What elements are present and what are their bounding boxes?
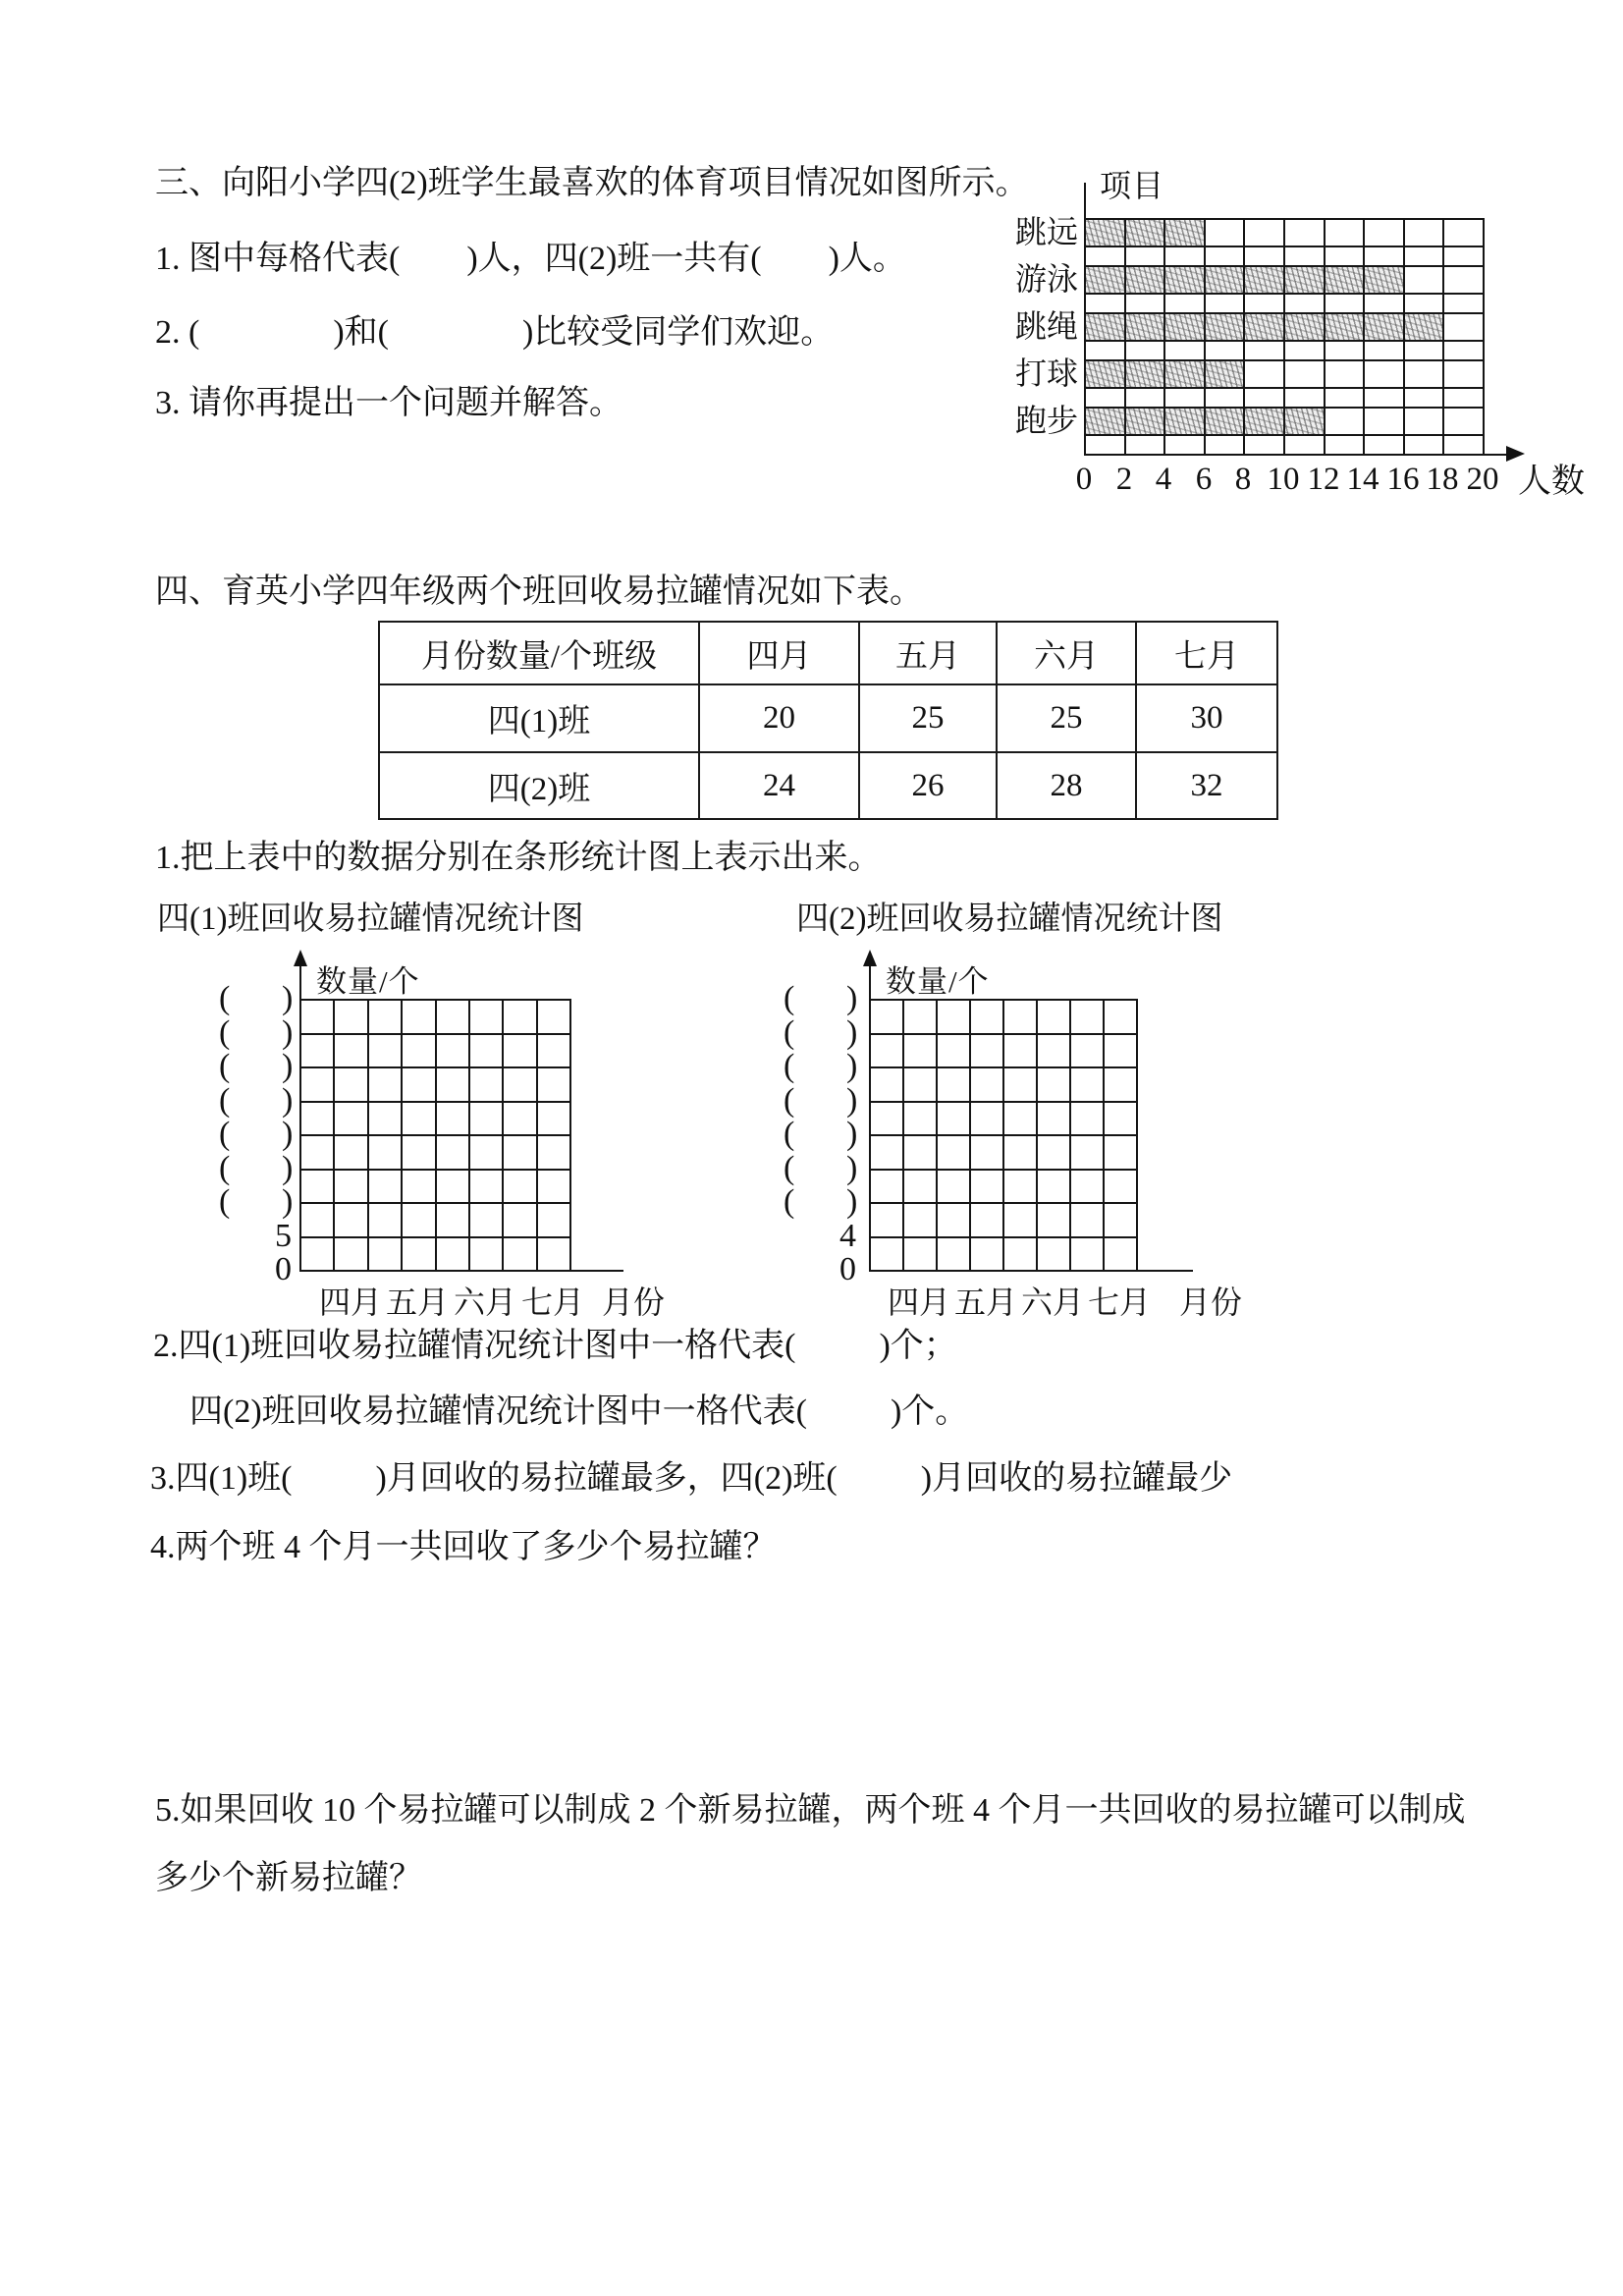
scale-blank-paren-close: ) <box>282 1116 294 1152</box>
y-axis-arrow-icon <box>863 950 877 966</box>
month-label: 四月 <box>318 1285 382 1320</box>
grid-line-horizontal <box>1084 293 1483 295</box>
grid-line-vertical <box>1283 218 1285 454</box>
x-axis-title: 月份 <box>1178 1285 1242 1320</box>
grid-line-horizontal <box>1084 359 1483 361</box>
x-axis-title: 月份 <box>601 1285 665 1320</box>
x-tick-label: 14 <box>1346 462 1380 497</box>
table-cell: 20 <box>699 684 859 752</box>
x-tick-label: 16 <box>1386 462 1420 497</box>
section3-question-2: 2. ( )和( )比较受同学们欢迎。 <box>155 314 835 351</box>
chart2-y-axis-title: 数量/个 <box>886 964 990 999</box>
section4-heading: 四、育英小学四年级两个班回收易拉罐情况如下表。 <box>155 574 923 610</box>
scale-blank-paren-close: ) <box>282 980 294 1016</box>
scale-blank-paren-close: ) <box>846 1081 858 1119</box>
grid-line-horizontal <box>299 1202 569 1204</box>
x-tick-label: 10 <box>1267 462 1300 497</box>
grid-line-vertical <box>1163 218 1165 454</box>
section4-question-5-line2: 多少个新易拉罐？ <box>155 1860 422 1896</box>
category-label: 跑步 <box>1014 403 1078 438</box>
grid-line-vertical <box>1136 999 1138 1270</box>
scale-blank-paren-close: ) <box>282 1048 294 1084</box>
grid-line-vertical <box>1204 218 1206 454</box>
table-header-cell: 五月 <box>859 622 997 684</box>
section4-question-1: 1.把上表中的数据分别在条形统计图上表示出来。 <box>155 840 882 876</box>
category-label: 跳绳 <box>1014 308 1078 344</box>
grid-line-horizontal <box>869 1101 1136 1103</box>
grid-line-horizontal <box>1084 218 1483 220</box>
category-label: 打球 <box>1014 355 1078 391</box>
category-label: 跳远 <box>1014 214 1078 249</box>
scale-blank-paren-open: ( <box>784 980 795 1016</box>
grid-line-vertical <box>1243 218 1245 454</box>
scale-blank-paren-close: ) <box>282 1081 294 1119</box>
y-axis-line <box>869 966 871 1270</box>
x-axis-line <box>869 1270 1193 1272</box>
section4-question-3: 3.四(1)班( )月回收的易拉罐最多，四(2)班( )月回收的易拉罐最少 <box>150 1460 1233 1497</box>
table-header-cell: 月份数量/个班级 <box>379 622 699 684</box>
grid-line-horizontal <box>1084 265 1483 267</box>
sports-y-axis-line <box>1084 183 1086 456</box>
scale-blank-paren-open: ( <box>219 1116 231 1152</box>
x-tick-label: 18 <box>1426 462 1459 497</box>
scale-blank-paren-open: ( <box>784 1048 795 1084</box>
scale-blank-paren-open: ( <box>784 1013 795 1051</box>
month-label: 六月 <box>453 1285 516 1320</box>
grid-line-horizontal <box>299 1169 569 1171</box>
scale-blank-paren-open: ( <box>784 1149 795 1186</box>
table-cell: 25 <box>997 684 1136 752</box>
table-cell: 28 <box>997 752 1136 819</box>
recycling-table <box>378 621 1278 820</box>
grid-line-horizontal <box>299 1033 569 1035</box>
scale-blank-paren-open: ( <box>784 1183 795 1220</box>
scale-blank-paren-open: ( <box>219 980 231 1016</box>
grid-line-horizontal <box>869 1236 1136 1238</box>
grid-line-horizontal <box>299 1101 569 1103</box>
scale-blank-paren-close: ) <box>846 1149 858 1186</box>
table-header-cell: 四月 <box>699 622 859 684</box>
x-tick-label: 0 <box>1075 462 1093 497</box>
bar-跳绳 <box>1084 312 1442 340</box>
scale-blank-paren-close: ) <box>846 980 858 1016</box>
grid-line-vertical <box>1324 218 1325 454</box>
month-label: 五月 <box>385 1285 449 1320</box>
section4-question-2b: 四(2)班回收易拉罐情况统计图中一格代表( )个。 <box>189 1394 969 1430</box>
x-axis-arrow-icon <box>1506 446 1525 462</box>
section3-question-1: 1. 图中每格代表( )人，四(2)班一共有( )人。 <box>155 241 906 277</box>
bar-跳远 <box>1084 218 1204 246</box>
grid-line-horizontal <box>1084 312 1483 314</box>
sports-x-axis-line <box>1084 454 1510 456</box>
x-tick-label: 4 <box>1155 462 1172 497</box>
sports-chart-y-axis-title: 项目 <box>1100 168 1165 203</box>
month-label: 四月 <box>887 1285 950 1320</box>
table-cell: 30 <box>1136 684 1277 752</box>
scale-number: 4 <box>839 1217 856 1254</box>
grid-line-vertical <box>1124 218 1126 454</box>
grid-line-horizontal <box>1084 434 1483 436</box>
grid-line-vertical <box>569 999 571 1270</box>
table-cell: 32 <box>1136 752 1277 819</box>
x-tick-label: 20 <box>1466 462 1499 497</box>
table-cell: 25 <box>859 684 997 752</box>
section3-question-3: 3. 请你再提出一个问题并解答。 <box>155 385 622 421</box>
grid-line-horizontal <box>299 1066 569 1068</box>
chart1-title: 四(1)班回收易拉罐情况统计图 <box>157 902 584 937</box>
grid-line-horizontal <box>869 1033 1136 1035</box>
grid-line-horizontal <box>869 1066 1136 1068</box>
scale-blank-paren-open: ( <box>784 1081 795 1119</box>
table-cell: 24 <box>699 752 859 819</box>
grid-line-horizontal <box>1084 387 1483 389</box>
x-tick-label: 12 <box>1307 462 1340 497</box>
grid-line-horizontal <box>869 1134 1136 1136</box>
grid-line-vertical <box>1363 218 1365 454</box>
x-axis-line <box>299 1270 623 1272</box>
scale-blank-paren-close: ) <box>846 1013 858 1051</box>
scale-blank-paren-close: ) <box>846 1116 858 1152</box>
scale-number: 5 <box>275 1217 292 1254</box>
scale-blank-paren-close: ) <box>846 1048 858 1084</box>
table-cell: 四(2)班 <box>379 752 699 819</box>
chart2-title: 四(2)班回收易拉罐情况统计图 <box>796 902 1223 937</box>
month-label: 五月 <box>953 1285 1017 1320</box>
grid-line-horizontal <box>869 1169 1136 1171</box>
section3-heading: 三、向阳小学四(2)班学生最喜欢的体育项目情况如图所示。 <box>155 165 1029 201</box>
table-cell: 四(1)班 <box>379 684 699 752</box>
grid-line-vertical <box>1483 218 1485 454</box>
section4-question-4: 4.两个班 4 个月一共回收了多少个易拉罐？ <box>150 1529 777 1565</box>
scale-blank-paren-close: ) <box>282 1149 294 1186</box>
grid-line-horizontal <box>1084 246 1483 247</box>
scale-blank-paren-open: ( <box>219 1149 231 1186</box>
x-tick-label: 6 <box>1195 462 1213 497</box>
category-label: 游泳 <box>1014 261 1078 297</box>
month-label: 六月 <box>1020 1285 1084 1320</box>
x-tick-label: 2 <box>1115 462 1133 497</box>
chart1-y-axis-title: 数量/个 <box>316 964 420 999</box>
grid-line-vertical <box>1442 218 1444 454</box>
section4-question-2a: 2.四(1)班回收易拉罐情况统计图中一格代表( )个； <box>153 1328 957 1364</box>
grid-line-horizontal <box>869 1202 1136 1204</box>
y-axis-arrow-icon <box>294 950 307 966</box>
scale-blank-paren-open: ( <box>219 1183 231 1220</box>
scale-blank-paren-open: ( <box>219 1048 231 1084</box>
grid-line-horizontal <box>299 1236 569 1238</box>
grid-line-horizontal <box>1084 340 1483 342</box>
month-label: 七月 <box>520 1285 584 1320</box>
table-cell: 26 <box>859 752 997 819</box>
scale-blank-paren-close: ) <box>282 1013 294 1051</box>
grid-line-vertical <box>1403 218 1405 454</box>
grid-line-horizontal <box>1084 407 1483 409</box>
x-tick-label: 8 <box>1234 462 1252 497</box>
section4-question-5-line1: 5.如果回收 10 个易拉罐可以制成 2 个新易拉罐，两个班 4 个月一共回收的易拉罐可以制成 <box>155 1792 1466 1829</box>
grid-line-horizontal <box>299 1134 569 1136</box>
sports-chart-x-axis-title: 人数 <box>1518 464 1585 500</box>
table-header-cell: 七月 <box>1136 622 1277 684</box>
scale-blank-paren-open: ( <box>784 1116 795 1152</box>
scale-blank-paren-close: ) <box>846 1183 858 1220</box>
scale-blank-paren-open: ( <box>219 1081 231 1119</box>
month-label: 七月 <box>1087 1285 1151 1320</box>
scale-number: 0 <box>839 1251 856 1287</box>
table-header-cell: 六月 <box>997 622 1136 684</box>
scale-blank-paren-close: ) <box>282 1183 294 1220</box>
scale-number: 0 <box>275 1251 292 1287</box>
scale-blank-paren-open: ( <box>219 1013 231 1051</box>
